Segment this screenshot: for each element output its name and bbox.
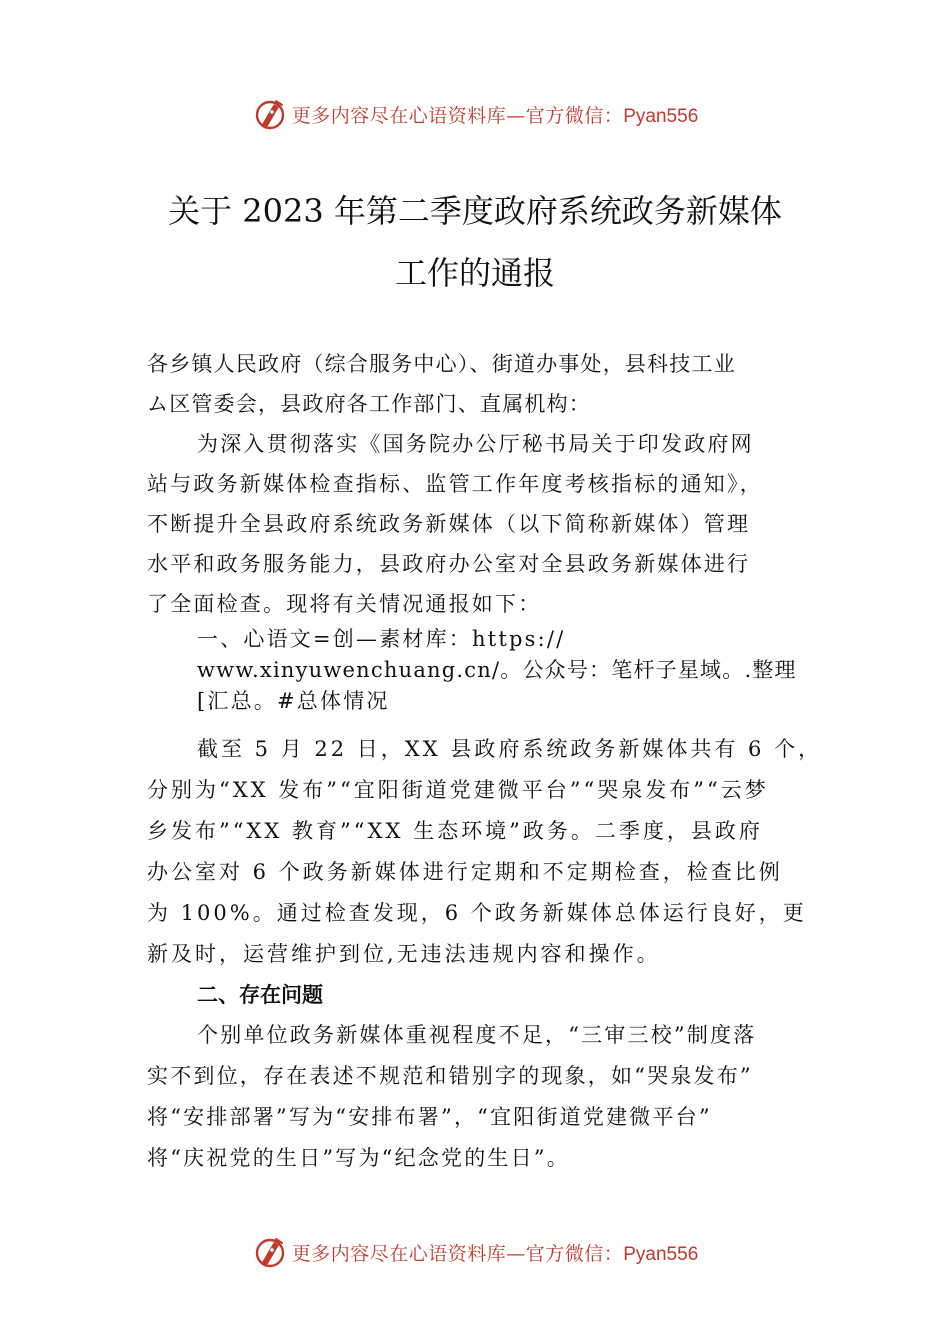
wechat-handle: Pyan556 [623,1243,699,1265]
pen-nib-logo-icon [252,96,288,132]
paragraph-line: 新及时，运营维护到位,无违法违规内容和操作。 [147,942,661,966]
header-banner [0,94,950,134]
intro-line: 站与政务新媒体检查指标、监管工作年度考核指标的通知》， [147,472,763,496]
paragraph-line: 截至 5 月 22 日，XX 县政府系统政务新媒体共有 6 个， [197,737,823,761]
problems-paragraph [147,1015,822,1179]
addressee-line: ム区管委会，县政府各工作部门、直属机构： [147,392,591,416]
paragraph-line: 将“安排部署”写为“安排布署”，“宜阳街道党建微平台” [147,1105,712,1129]
paragraph-line: 乡发布”“XX 教育”“XX 生态环境”政务。二季度，县政府 [147,819,763,843]
section-1-line: 一、心语文=创—素材库：https:// [197,627,566,651]
banner-text: 更多内容尽在心语资料库—官方微信：Pyan556 [291,1242,699,1265]
paragraph-line: 为 100%。通过检查发现，6 个政务新媒体总体运行良好，更 [147,901,807,925]
document-body [147,344,822,1179]
intro-line: 了全面检查。现将有关情况通报如下： [147,592,542,616]
wechat-handle: Pyan556 [623,105,699,127]
section-2-heading: 二、存在问题 [197,983,323,1007]
section-1-line: www.xinyuwenchuang.cn/。公众号：笔杆子星域。.整理 [197,658,797,682]
paragraph-line: 个别单位政务新媒体重视程度不足，“三审三校”制度落 [197,1023,757,1047]
overview-paragraph [147,729,822,975]
addressee-line: 各乡镇人民政府（综合服务中心）、街道办事处，县科技工业 [147,352,736,376]
paragraph-line: 将“庆祝党的生日”写为“纪念党的生日”。 [147,1146,570,1170]
intro-line: 为深入贯彻落实《国务院办公厅秘书局关于印发政府网 [197,432,754,456]
title-line: 关于 2023 年第二季度政府系统政务新媒体 [168,192,782,230]
intro-line: 不断提升全县政府系统政务新媒体（以下简称新媒体）管理 [147,512,751,536]
paragraph-line: 分别为“XX 发布”“宜阳街道党建微平台”“哭泉发布”“云梦 [147,778,769,802]
intro-line: 水平和政务服务能力，县政府办公室对全县政务新媒体进行 [147,552,751,576]
title-line: 工作的通报 [394,254,555,292]
footer-banner [0,1232,950,1272]
banner-text: 更多内容尽在心语资料库—官方微信：Pyan556 [291,104,699,127]
document-title [100,180,850,304]
section-1-line: [汇总。#总体情况 [197,689,390,713]
paragraph-line: 实不到位，存在表述不规范和错别字的现象，如“哭泉发布” [147,1064,753,1088]
pen-nib-logo-icon [252,1234,288,1270]
paragraph-line: 办公室对 6 个政务新媒体进行定期和不定期检查，检查比例 [147,860,783,884]
